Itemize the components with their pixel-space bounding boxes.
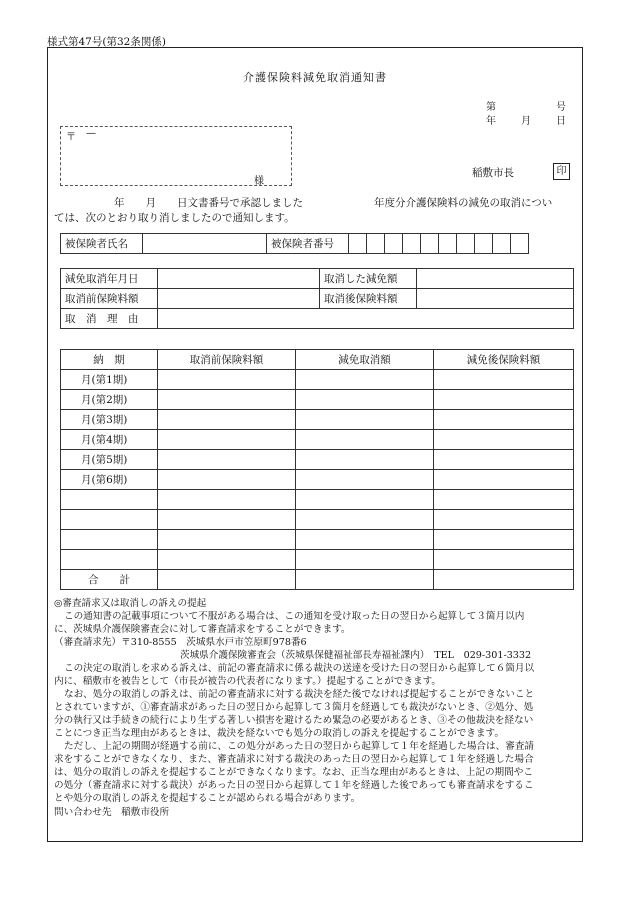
issuer-name: 稲敷市長 — [472, 167, 514, 179]
limitation-paragraph-line: の処分（審査請求に対する裁決）があった日の翌日から起算して１年を経過した後であっても審査請求をするこ — [54, 780, 534, 791]
intro-part1: 年 月 日文書番号で承認しました — [114, 197, 303, 209]
insured-number-digit[interactable] — [439, 234, 457, 254]
premium-after-cell[interactable] — [417, 289, 574, 309]
blank-period-cell[interactable] — [61, 530, 158, 550]
date-month-label: 月 — [521, 116, 531, 127]
cancel-date-cell[interactable] — [158, 269, 320, 289]
amount-cell[interactable] — [158, 530, 296, 550]
limitation-paragraph-line: 求をすることができなくなり、また、審査請求に対する裁決のあった日の翌日から起算して１年を経過した場合 — [54, 754, 534, 765]
insured-number-digit[interactable] — [367, 234, 385, 254]
table-row — [61, 390, 574, 410]
cancelled-amount-cell[interactable] — [417, 269, 574, 289]
appeal-paragraph-line: に、茨城県介護保険審査会に対して審査請求をすることができます。 — [54, 624, 351, 635]
blank-period-cell[interactable] — [61, 550, 158, 570]
amount-cell[interactable] — [296, 390, 434, 410]
intro-part2: 年度分介護保険料の減免の取消につい — [374, 197, 553, 209]
table-row — [61, 370, 574, 390]
premium-after-label: 取消後保険料額 — [320, 289, 417, 309]
limitation-paragraph-line: とや処分の取消しの訴えを提起することが認められる場合があります。 — [54, 793, 361, 804]
table-row — [61, 510, 574, 530]
amount-cell[interactable] — [434, 530, 574, 550]
table-row — [61, 490, 574, 510]
amount-cell[interactable] — [434, 510, 574, 530]
appeal-contact-address: （審査請求先）〒310-8555 茨城県水戸市笠原町978番6 — [54, 637, 307, 648]
period-label: 月(第5期) — [61, 450, 158, 470]
table-row — [61, 550, 574, 570]
insured-number-digit[interactable] — [349, 234, 367, 254]
exception-paragraph-line: なお、処分の取消しの訴えは、前記の審査請求に対する裁決を経た後でなければ提起することができないこと — [64, 689, 535, 700]
amount-cell[interactable] — [296, 370, 434, 390]
premium-before-label: 取消前保険料額 — [61, 289, 158, 309]
period-label: 月(第6期) — [61, 470, 158, 490]
amount-cell[interactable] — [158, 490, 296, 510]
limitation-paragraph-line: ただし、上記の期間が経過する前に、この処分があった日の翌日から起算して１年を経過した場合は、審査請 — [64, 741, 534, 752]
amount-cell[interactable] — [158, 390, 296, 410]
date-day-label: 日 — [556, 116, 566, 127]
intro-line2: ては、次のとおり取り消しましたので通知します。 — [54, 212, 295, 224]
insured-number-label: 被保険者番号 — [267, 234, 349, 254]
insured-number-digit[interactable] — [421, 234, 439, 254]
form-number: 様式第47号(第32条関係) — [47, 36, 166, 48]
appeal-paragraph-line: この通知書の記載事項について不服がある場合は、この通知を受け取った日の翌日から起算して３箇月以内 — [64, 611, 525, 622]
doc-number-suffix: 号 — [556, 102, 566, 113]
amount-cell[interactable] — [296, 490, 434, 510]
amount-cell[interactable] — [296, 510, 434, 530]
exception-paragraph-line: 分の執行又は手続きの続行により生ずる著しい損害を避けるため緊急の必要があるとき、③その他裁決を経ない — [54, 715, 534, 726]
period-label: 月(第4期) — [61, 430, 158, 450]
doc-number-prefix: 第 — [486, 102, 496, 113]
period-label: 月(第2期) — [61, 390, 158, 410]
table-row — [61, 410, 574, 430]
table-row — [61, 530, 574, 550]
amount-cell[interactable] — [434, 410, 574, 430]
seal-mark: 印 — [553, 163, 570, 180]
document-title: 介護保険料減免取消通知書 — [243, 71, 387, 84]
insured-name-cell[interactable] — [143, 234, 267, 254]
header-premium-before: 取消前保険料額 — [158, 350, 296, 370]
exception-paragraph-line: ことにつき正当な理由があるときは、裁決を経ないでも処分の取消しの訴えを提起することができます。 — [54, 728, 504, 739]
header-payment-period: 納 期 — [61, 350, 158, 370]
blank-period-cell[interactable] — [61, 490, 158, 510]
amount-cell[interactable] — [158, 410, 296, 430]
amount-cell[interactable] — [434, 370, 574, 390]
insured-number-digit[interactable] — [385, 234, 403, 254]
amount-cell[interactable] — [296, 410, 434, 430]
insured-number-digit[interactable] — [511, 234, 529, 254]
total-cell[interactable] — [434, 570, 574, 590]
blank-period-cell[interactable] — [61, 510, 158, 530]
amount-cell[interactable] — [296, 430, 434, 450]
amount-cell[interactable] — [296, 530, 434, 550]
period-label: 月(第3期) — [61, 410, 158, 430]
table-row — [61, 450, 574, 470]
insured-number-digit[interactable] — [457, 234, 475, 254]
cancellation-details-table — [60, 268, 574, 329]
amount-cell[interactable] — [434, 430, 574, 450]
total-label: 合 計 — [61, 570, 158, 590]
period-label: 月(第1期) — [61, 370, 158, 390]
lawsuit-paragraph-line: この決定の取消しを求める訴えは、前記の審査請求に係る裁決の送達を受けた日の翌日から起算して６箇月以 — [64, 663, 535, 674]
cancel-reason-label: 取 消 理 由 — [61, 309, 158, 329]
insured-number-digit[interactable] — [493, 234, 511, 254]
inquiry-contact: 問い合わせ先 稲敷市役所 — [54, 807, 170, 818]
header-premium-after: 減免後保険料額 — [434, 350, 574, 370]
appeal-contact-office: 茨城県介護保険審査会（茨城県保健福祉部長寿福祉課内） TEL 029-301-3332 — [180, 650, 532, 661]
amount-cell[interactable] — [158, 370, 296, 390]
amount-cell[interactable] — [158, 450, 296, 470]
postal-dash: — — [86, 128, 96, 139]
recipient-honorific: 様 — [254, 176, 264, 187]
header-reduction-cancelled: 減免取消額 — [296, 350, 434, 370]
amount-cell[interactable] — [434, 490, 574, 510]
table-row — [61, 470, 574, 490]
amount-cell[interactable] — [434, 390, 574, 410]
amount-cell[interactable] — [296, 550, 434, 570]
cancelled-amount-label: 取消した減免額 — [320, 269, 417, 289]
amount-cell[interactable] — [158, 550, 296, 570]
postal-mark: 〒 — [66, 132, 76, 143]
amount-cell[interactable] — [434, 450, 574, 470]
cancel-date-label: 減免取消年月日 — [61, 269, 158, 289]
amount-cell[interactable] — [158, 430, 296, 450]
amount-cell[interactable] — [158, 470, 296, 490]
premium-before-cell[interactable] — [158, 289, 320, 309]
total-cell[interactable] — [158, 570, 296, 590]
amount-cell[interactable] — [434, 470, 574, 490]
total-row — [61, 570, 574, 590]
date-year-label: 年 — [486, 116, 496, 127]
amount-cell[interactable] — [296, 470, 434, 490]
amount-cell[interactable] — [296, 450, 434, 470]
table-row — [61, 430, 574, 450]
insured-number-digit[interactable] — [403, 234, 421, 254]
lawsuit-paragraph-line: 内に、稲敷市を被告として（市長が被告の代表者になります。）提起することができます。 — [54, 676, 442, 687]
limitation-paragraph-line: は、処分の取消しの訴えを提起することができなくなります。なお、正当な理由があるときは、上記の期間やこ — [54, 767, 533, 778]
payment-schedule-table — [60, 349, 574, 590]
insured-info-table — [60, 233, 529, 254]
insured-number-digit[interactable] — [475, 234, 493, 254]
cancel-reason-cell[interactable] — [158, 309, 574, 329]
appeal-heading: ◎審査請求又は取消しの訴えの提起 — [54, 598, 207, 609]
amount-cell[interactable] — [158, 510, 296, 530]
exception-paragraph-line: とされていますが、①審査請求があった日の翌日から起算して３箇月を経過しても裁決がないとき、②処分、処 — [54, 702, 534, 713]
total-cell[interactable] — [296, 570, 434, 590]
insured-name-label: 被保険者氏名 — [61, 234, 143, 254]
amount-cell[interactable] — [434, 550, 574, 570]
